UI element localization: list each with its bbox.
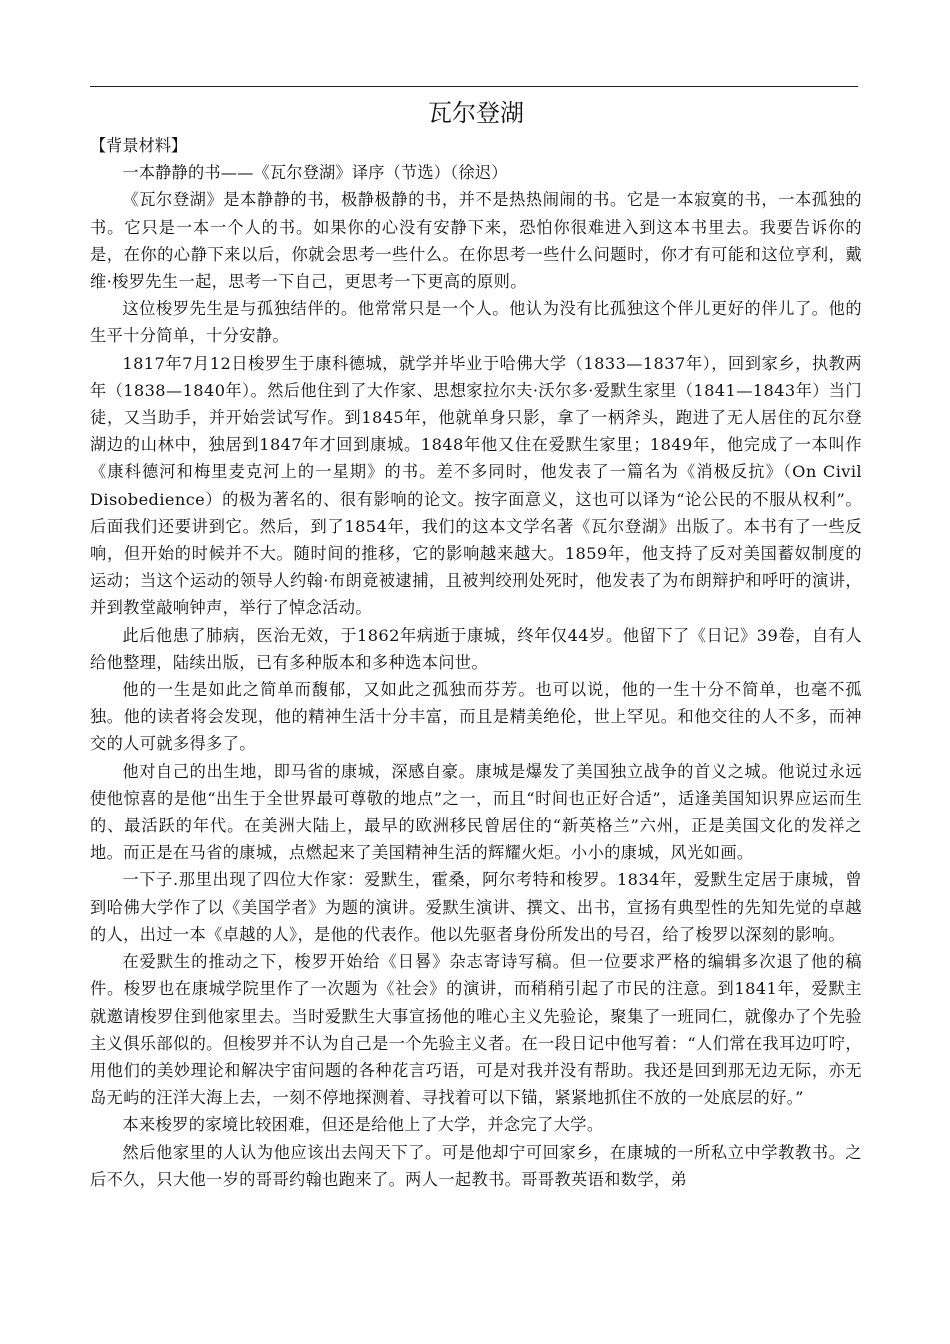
body-text [90,159,862,1193]
paragraph: 本来梭罗的家境比较困难，但还是给他上了大学，并念完了大学。 [122,1115,604,1135]
paragraph: 《瓦尔登湖》是本静静的书，极静极静的书，并不是热热闹闹的书。它是一本寂寞的书，一本孤独的书。它只是一本一个人的书。如果你的心没有安静下来，恐怕你很难进入到这本书里去。我要告诉你的是，在你的心静下来以后，你就会思考一些什么。在你思考一些什么问题时，你才有可能和这位亨利，戴维·梭罗先生一起，思考一下自己，更思考一下更高的原则。 [90,190,862,292]
section-label: 【背景材料】 [90,136,188,155]
paragraph: 他的一生是如此之简单而馥郁，又如此之孤独而芬芳。也可以说，他的一生十分不简单，也毫不孤独。他的读者将会发现，他的精神生活十分丰富，而且是精美绝伦，世上罕见。和他交往的人不多，而神交的人可就多得多了。 [90,680,862,754]
document-page [90,94,862,1193]
paragraph: 在爱默生的推动之下，梭罗开始给《日晷》杂志寄诗写稿。但一位要求严格的编辑多次退了他的稿件。梭罗也在康城学院里作了一次题为《社会》的演讲，而稍稍引起了市民的注意。到1841年，爱默主就邀请梭罗住到他家里去。当时爱默生大事宣扬他的唯心主义先验论，聚集了一班同仁，就像办了个先验主义俱乐部似的。但梭罗并不认为自己是一个先验主义者。在一段日记中他写着：“人们常在我耳边叮咛，用他们的美妙理论和解决宇宙问题的各种花言巧语，可是对我并没有帮助。我还是回到那无边无际，亦无岛无屿的汪洋大海上去，一刻不停地探测着、寻找着可以下锚，紧紧地抓住不放的一处底层的好。” [90,952,862,1108]
paragraph: 此后他患了肺病，医治无效，于1862年病逝于康城，终年仅44岁。他留下了《日记》39卷，自有人给他整理，陆续出版，已有多种版本和多种选本问世。 [90,625,862,672]
paragraph: 然后他家里的人认为他应该出去闯天下了。可是他却宁可回家乡，在康城的一所私立中学教教书。之后不久，只大他一岁的哥哥约翰也跑来了。两人一起教书。哥哥教英语和数学，弟 [90,1142,862,1189]
paragraph: 这位梭罗先生是与孤独结伴的。他常常只是一个人。他认为没有比孤独这个伴儿更好的伴儿了。他的生平十分简单，十分安静。 [90,299,862,346]
header-rule [90,86,858,87]
paragraph: 一下子.那里出现了四位大作家：爱默生，霍桑，阿尔考特和梭罗。1834年，爱默生定居于康城，曾到哈佛大学作了以《美国学者》为题的演讲。爱默生演讲、撰文、出书，宣扬有典型性的先知先觉的卓越的人，出过一本《卓越的人》，是他的代表作。他以先驱者身份所发出的号召，给了梭罗以深刻的影响。 [90,870,862,944]
article-subtitle: 一本静静的书——《瓦尔登湖》译序（节选）（徐迟） [122,163,508,183]
document-title: 瓦尔登湖 [428,99,524,127]
paragraph: 他对自己的出生地，即马省的康城，深感自豪。康城是爆发了美国独立战争的首义之城。他说过永远使他惊喜的是他“出生于全世界最可尊敬的地点”之一，而且“时间也正好合适”，适逢美国知识界应运而生的、最活跃的年代。在美洲大陆上，最早的欧洲移民曾居住的“新英格兰”六州，正是美国文化的发祥之地。而正是在马省的康城，点燃起来了美国精神生活的辉耀火炬。小小的康城，风光如画。 [90,761,862,863]
paragraph: 1817年7月12日梭罗生于康科德城，就学并毕业于哈佛大学（1833—1837年），回到家乡，执教两年（1838—1840年）。然后他住到了大作家、思想家拉尔夫·沃尔多·爱默生家里（1841—1843年）当门徒，又当助手，并开始尝试写作。到1845年，他就单身只影，拿了一柄斧头，跑进了无人居住的瓦尔登湖边的山林中，独居到1847年才回到康城。1848年他又住在爱默生家里；1849年，他完成了一本叫作《康科德河和梅里麦克河上的一星期》的书。差不多同时，他发表了一篇名为《消极反抗》（On Civil Disobedience）的极为著名的、很有影响的论文。按字面意义，这也可以译为“论公民的不服从权利”。后面我们还要讲到它。然后，到了1854年，我们的这本文学名著《瓦尔登湖》出版了。本书有了一些反响，但开始的时候并不大。随时间的推移，它的影响越来越大。1859年，他支持了反对美国蓄奴制度的运动；当这个运动的领导人约翰·布朗竟被逮捕，且被判绞刑处死时，他发表了为布朗辩护和呼吁的演讲，并到教堂敲响钟声，举行了悼念活动。 [90,353,862,618]
